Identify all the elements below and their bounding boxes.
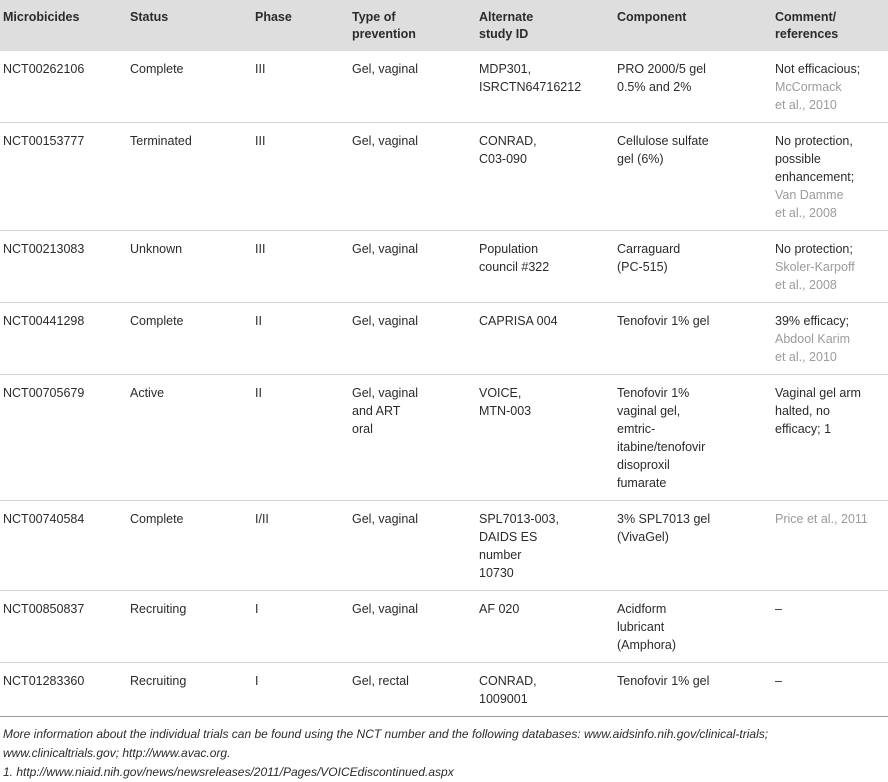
table-header-row xyxy=(0,0,888,51)
reference-citation: Price et al., 2011 xyxy=(775,512,868,526)
prevention-type: Gel, vaginal xyxy=(349,591,476,663)
trial-phase: II xyxy=(252,375,349,501)
component: Cellulose sulfate gel (6%) xyxy=(614,123,772,231)
alternate-study-id: VOICE, MTN-003 xyxy=(476,375,614,501)
trial-phase: III xyxy=(252,231,349,303)
trial-id: NCT01283360 xyxy=(0,663,127,717)
component: Carraguard (PC-515) xyxy=(614,231,772,303)
header-type: Type of prevention xyxy=(349,0,476,51)
comment-references: Vaginal gel arm halted, no efficacy; 1 xyxy=(772,375,888,501)
comment-references: Not efficacious; McCormack et al., 2010 xyxy=(772,51,888,123)
trial-id: NCT00850837 xyxy=(0,591,127,663)
trial-phase: III xyxy=(252,51,349,123)
trial-phase: III xyxy=(252,123,349,231)
reference-citation: et al., 2010 xyxy=(775,350,837,364)
trial-phase: I/II xyxy=(252,501,349,591)
table-row xyxy=(0,51,888,123)
comment-references: No protection; Skoler-Karpoff et al., 2008 xyxy=(772,231,888,303)
table-row xyxy=(0,591,888,663)
reference-citation: et al., 2008 xyxy=(775,278,837,292)
header-status: Status xyxy=(127,0,252,51)
component: Tenofovir 1% vaginal gel, emtric- itabine/tenofovir disoproxil fumarate xyxy=(614,375,772,501)
trial-status: Complete xyxy=(127,303,252,375)
trial-phase: I xyxy=(252,663,349,717)
header-alt-id: Alternate study ID xyxy=(476,0,614,51)
comment-references: 39% efficacy; Abdool Karim et al., 2010 xyxy=(772,303,888,375)
prevention-type: Gel, vaginal xyxy=(349,303,476,375)
prevention-type: Gel, vaginal xyxy=(349,501,476,591)
reference-citation: McCormack xyxy=(775,80,842,94)
trial-status: Recruiting xyxy=(127,591,252,663)
reference-citation: Van Damme xyxy=(775,188,844,202)
alternate-study-id: CONRAD, C03-090 xyxy=(476,123,614,231)
alternate-study-id: SPL7013-003, DAIDS ES number 10730 xyxy=(476,501,614,591)
table-row xyxy=(0,375,888,501)
alternate-study-id: CAPRISA 004 xyxy=(476,303,614,375)
footnote-line: www.clinicaltrials.gov; http://www.avac.org. xyxy=(3,746,231,760)
comment-references: – xyxy=(772,663,888,717)
trial-status: Recruiting xyxy=(127,663,252,717)
prevention-type: Gel, vaginal xyxy=(349,231,476,303)
component: PRO 2000/5 gel 0.5% and 2% xyxy=(614,51,772,123)
table-row xyxy=(0,303,888,375)
alternate-study-id: CONRAD, 1009001 xyxy=(476,663,614,717)
header-component: Component xyxy=(614,0,772,51)
trial-id: NCT00153777 xyxy=(0,123,127,231)
trial-phase: I xyxy=(252,591,349,663)
trial-status: Terminated xyxy=(127,123,252,231)
header-microbicides: Microbicides xyxy=(0,0,127,51)
reference-citation: Skoler-Karpoff xyxy=(775,260,855,274)
trial-id: NCT00213083 xyxy=(0,231,127,303)
footnote-line: More information about the individual trials can be found using the NCT number and the following databases: www.aidsinfo.nih.gov/clinical-trials; xyxy=(3,727,769,741)
table-row xyxy=(0,231,888,303)
reference-citation: et al., 2008 xyxy=(775,206,837,220)
trial-status: Active xyxy=(127,375,252,501)
trial-id: NCT00705679 xyxy=(0,375,127,501)
header-phase: Phase xyxy=(252,0,349,51)
comment-references: No protection, possible enhancement; Van Damme et al., 2008 xyxy=(772,123,888,231)
component: Acidform lubricant (Amphora) xyxy=(614,591,772,663)
alternate-study-id: Population council #322 xyxy=(476,231,614,303)
trial-status: Unknown xyxy=(127,231,252,303)
component: Tenofovir 1% gel xyxy=(614,663,772,717)
footnote-reference: 1. http://www.niaid.nih.gov/news/newsreleases/2011/Pages/VOICEdiscontinued.aspx xyxy=(3,765,454,779)
reference-citation: et al., 2010 xyxy=(775,98,837,112)
reference-citation: Abdool Karim xyxy=(775,332,851,346)
header-comment: Comment/ references xyxy=(772,0,888,51)
comment-references: – xyxy=(772,591,888,663)
prevention-type: Gel, vaginal and ART oral xyxy=(349,375,476,501)
component: 3% SPL7013 gel (VivaGel) xyxy=(614,501,772,591)
table-row xyxy=(0,123,888,231)
trial-status: Complete xyxy=(127,51,252,123)
prevention-type: Gel, rectal xyxy=(349,663,476,717)
table-row xyxy=(0,663,888,717)
table-footnote xyxy=(3,725,887,782)
prevention-type: Gel, vaginal xyxy=(349,123,476,231)
alternate-study-id: AF 020 xyxy=(476,591,614,663)
table-row xyxy=(0,501,888,591)
prevention-type: Gel, vaginal xyxy=(349,51,476,123)
alternate-study-id: MDP301, ISRCTN64716212 xyxy=(476,51,614,123)
trial-status: Complete xyxy=(127,501,252,591)
trial-id: NCT00262106 xyxy=(0,51,127,123)
trial-id: NCT00740584 xyxy=(0,501,127,591)
trial-phase: II xyxy=(252,303,349,375)
trial-id: NCT00441298 xyxy=(0,303,127,375)
component: Tenofovir 1% gel xyxy=(614,303,772,375)
comment-references xyxy=(772,501,888,591)
